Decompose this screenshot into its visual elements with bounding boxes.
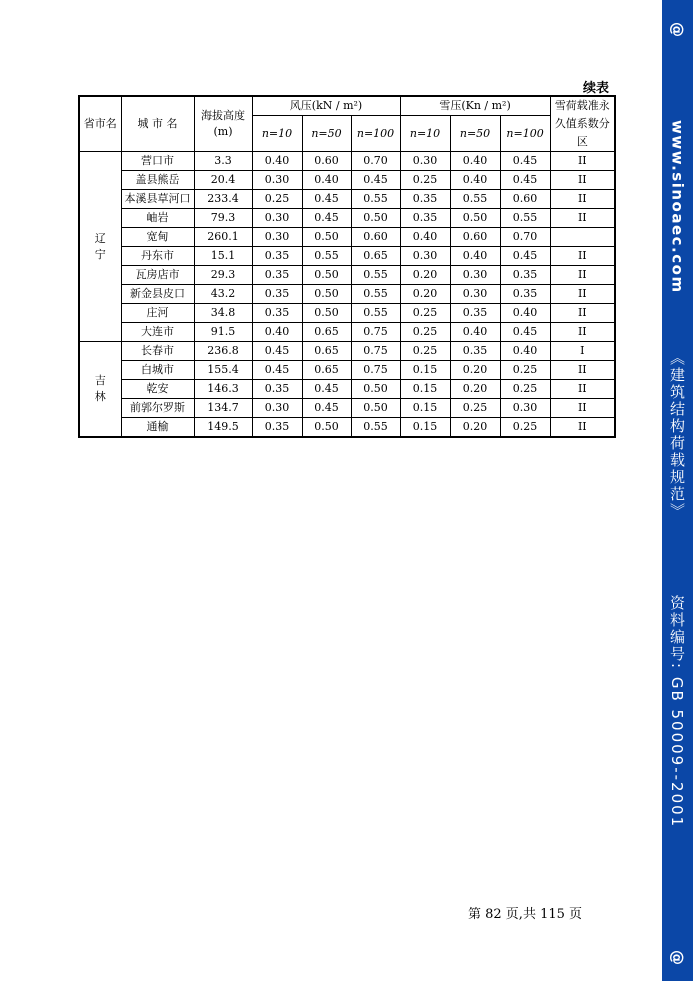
- zone-cell: II: [550, 361, 615, 380]
- pressure-cell: 0.30: [450, 285, 500, 304]
- table-row: [79, 399, 615, 418]
- header-wind-n100: n=100: [351, 116, 400, 152]
- pressure-cell: 0.50: [351, 380, 400, 399]
- pressure-cell: 0.25: [450, 399, 500, 418]
- zone-cell: II: [550, 190, 615, 209]
- pressure-cell: 0.40: [500, 342, 550, 361]
- zone-cell: II: [550, 380, 615, 399]
- pressure-cell: 0.35: [252, 285, 302, 304]
- header-altitude: [194, 96, 252, 152]
- city-name: 营口市: [121, 152, 194, 171]
- city-name: 通榆: [121, 418, 194, 438]
- pressure-cell: 0.20: [450, 418, 500, 438]
- altitude-cell: 91.5: [194, 323, 252, 342]
- altitude-cell: 43.2: [194, 285, 252, 304]
- continued-table-label: 续表: [583, 81, 610, 96]
- zone-cell: II: [550, 304, 615, 323]
- table-row: [79, 342, 615, 361]
- pressure-cell: 0.30: [252, 399, 302, 418]
- pressure-cell: 0.45: [302, 399, 351, 418]
- pressure-cell: 0.25: [400, 323, 450, 342]
- zone-cell: II: [550, 323, 615, 342]
- city-name: 庄河: [121, 304, 194, 323]
- pressure-cell: 0.15: [400, 361, 450, 380]
- pressure-cell: 0.30: [400, 152, 450, 171]
- pressure-cell: 0.25: [500, 361, 550, 380]
- header-wind: 风压(kN / m²): [252, 96, 400, 116]
- city-name: 瓦房店市: [121, 266, 194, 285]
- pressure-cell: 0.35: [252, 418, 302, 438]
- altitude-cell: 134.7: [194, 399, 252, 418]
- city-name: 岫岩: [121, 209, 194, 228]
- city-name: 白城市: [121, 361, 194, 380]
- pressure-cell: 0.45: [500, 171, 550, 190]
- city-name: 长春市: [121, 342, 194, 361]
- document-code: 资料编号: GB 50009--2001: [668, 595, 686, 829]
- pressure-cell: 0.45: [302, 380, 351, 399]
- pressure-cell: 0.25: [400, 342, 450, 361]
- pressure-cell: 0.35: [500, 285, 550, 304]
- pressure-cell: 0.45: [500, 152, 550, 171]
- pressure-cell: 0.45: [500, 323, 550, 342]
- pressure-cell: 0.40: [400, 228, 450, 247]
- altitude-cell: 149.5: [194, 418, 252, 438]
- altitude-cell: 3.3: [194, 152, 252, 171]
- altitude-cell: 29.3: [194, 266, 252, 285]
- altitude-cell: 146.3: [194, 380, 252, 399]
- pressure-cell: 0.50: [302, 304, 351, 323]
- pressure-cell: 0.30: [500, 399, 550, 418]
- pressure-cell: 0.70: [351, 152, 400, 171]
- zone-cell: II: [550, 418, 615, 438]
- pressure-cell: 0.15: [400, 418, 450, 438]
- pressure-cell: 0.50: [302, 418, 351, 438]
- header-city: 城 市 名: [121, 96, 194, 152]
- pressure-cell: 0.20: [400, 266, 450, 285]
- at-symbol-bottom: @: [668, 950, 687, 965]
- pressure-cell: 0.20: [450, 380, 500, 399]
- pressure-cell: 0.25: [500, 418, 550, 438]
- pressure-cell: 0.50: [351, 399, 400, 418]
- pressure-cell: 0.40: [450, 323, 500, 342]
- pressure-cell: 0.45: [500, 247, 550, 266]
- header-altitude-line2: (m): [213, 125, 233, 138]
- site-url: www.sinoaec.com: [668, 120, 687, 294]
- pressure-cell: 0.40: [302, 171, 351, 190]
- pressure-cell: 0.75: [351, 361, 400, 380]
- pressure-cell: 0.35: [252, 266, 302, 285]
- zone-cell: II: [550, 266, 615, 285]
- document-title: 《建筑结构荷载规范》: [668, 350, 686, 520]
- zone-cell: II: [550, 171, 615, 190]
- altitude-cell: 20.4: [194, 171, 252, 190]
- pressure-cell: 0.65: [302, 323, 351, 342]
- pressure-cell: 0.55: [302, 247, 351, 266]
- pressure-cell: 0.25: [500, 380, 550, 399]
- zone-cell: II: [550, 209, 615, 228]
- pressure-cell: 0.45: [252, 361, 302, 380]
- pressure-cell: 0.35: [450, 304, 500, 323]
- city-name: 本溪县草河口: [121, 190, 194, 209]
- header-snow-n100: n=100: [500, 116, 550, 152]
- table-row: [79, 209, 615, 228]
- table-row: [79, 152, 615, 171]
- pressure-cell: 0.55: [351, 418, 400, 438]
- table-row: [79, 171, 615, 190]
- pressure-cell: 0.35: [500, 266, 550, 285]
- pressure-cell: 0.35: [252, 380, 302, 399]
- altitude-cell: 260.1: [194, 228, 252, 247]
- altitude-cell: 79.3: [194, 209, 252, 228]
- city-name: 新金县皮口: [121, 285, 194, 304]
- pressure-cell: 0.55: [500, 209, 550, 228]
- pressure-cell: 0.65: [351, 247, 400, 266]
- table-body: [79, 152, 615, 438]
- pressure-cell: 0.65: [302, 342, 351, 361]
- pressure-cell: 0.30: [252, 171, 302, 190]
- zone-cell: II: [550, 247, 615, 266]
- pressure-cell: 0.35: [400, 190, 450, 209]
- pressure-cell: 0.55: [351, 266, 400, 285]
- pressure-cell: 0.30: [252, 228, 302, 247]
- city-name: 大连市: [121, 323, 194, 342]
- pressure-cell: 0.40: [450, 152, 500, 171]
- pressure-cell: 0.75: [351, 323, 400, 342]
- pressure-cell: 0.50: [450, 209, 500, 228]
- pressure-cell: 0.45: [351, 171, 400, 190]
- pressure-cell: 0.60: [500, 190, 550, 209]
- table-row: [79, 361, 615, 380]
- pressure-cell: 0.60: [450, 228, 500, 247]
- pressure-cell: 0.15: [400, 399, 450, 418]
- pressure-cell: 0.20: [450, 361, 500, 380]
- sidebar-banner: [662, 0, 693, 981]
- table-row: [79, 380, 615, 399]
- pressure-cell: 0.75: [351, 342, 400, 361]
- table-row: [79, 418, 615, 438]
- pressure-cell: 0.40: [252, 152, 302, 171]
- pressure-cell: 0.25: [252, 190, 302, 209]
- city-name: 丹东市: [121, 247, 194, 266]
- pressure-cell: 0.35: [450, 342, 500, 361]
- table-row: [79, 266, 615, 285]
- table-row: [79, 247, 615, 266]
- zone-cell: I: [550, 342, 615, 361]
- city-name: 前郭尔罗斯: [121, 399, 194, 418]
- pressure-cell: 0.55: [351, 304, 400, 323]
- zone-cell: II: [550, 399, 615, 418]
- header-zone: 雪荷载准永久值系数分区: [550, 96, 615, 152]
- pressure-cell: 0.45: [252, 342, 302, 361]
- pressure-cell: 0.55: [351, 285, 400, 304]
- pressure-cell: 0.20: [400, 285, 450, 304]
- header-snow-n50: n=50: [450, 116, 500, 152]
- header-wind-n10: n=10: [252, 116, 302, 152]
- altitude-cell: 15.1: [194, 247, 252, 266]
- altitude-cell: 34.8: [194, 304, 252, 323]
- pressure-cell: 0.15: [400, 380, 450, 399]
- altitude-cell: 233.4: [194, 190, 252, 209]
- pressure-cell: 0.40: [500, 304, 550, 323]
- zone-cell: [550, 228, 615, 247]
- pressure-cell: 0.40: [450, 171, 500, 190]
- page-number: 第 82 页,共 115 页: [468, 907, 583, 922]
- pressure-cell: 0.60: [302, 152, 351, 171]
- pressure-cell: 0.40: [450, 247, 500, 266]
- pressure-cell: 0.30: [252, 209, 302, 228]
- pressure-cell: 0.60: [351, 228, 400, 247]
- header-altitude-line1: 海拔高度: [201, 109, 245, 122]
- pressure-cell: 0.40: [252, 323, 302, 342]
- altitude-cell: 236.8: [194, 342, 252, 361]
- city-name: 乾安: [121, 380, 194, 399]
- table-row: [79, 228, 615, 247]
- pressure-cell: 0.25: [400, 171, 450, 190]
- header-wind-n50: n=50: [302, 116, 351, 152]
- pressure-cell: 0.45: [302, 209, 351, 228]
- province-name: 吉 林: [79, 342, 121, 438]
- pressure-cell: 0.35: [252, 247, 302, 266]
- pressure-cell: 0.50: [302, 266, 351, 285]
- province-name: 辽 宁: [79, 152, 121, 342]
- city-name: 盖县熊岳: [121, 171, 194, 190]
- zone-cell: II: [550, 152, 615, 171]
- zone-cell: II: [550, 285, 615, 304]
- pressure-cell: 0.30: [450, 266, 500, 285]
- header-snow: 雪压(Kn / m²): [400, 96, 550, 116]
- pressure-cell: 0.25: [400, 304, 450, 323]
- city-name: 宽甸: [121, 228, 194, 247]
- pressure-cell: 0.50: [351, 209, 400, 228]
- pressure-cell: 0.35: [400, 209, 450, 228]
- pressure-cell: 0.70: [500, 228, 550, 247]
- pressure-cell: 0.65: [302, 361, 351, 380]
- header-snow-n10: n=10: [400, 116, 450, 152]
- pressure-cell: 0.35: [252, 304, 302, 323]
- pressure-cell: 0.50: [302, 285, 351, 304]
- pressure-cell: 0.50: [302, 228, 351, 247]
- header-province: 省市名: [79, 96, 121, 152]
- pressure-cell: 0.55: [450, 190, 500, 209]
- wind-snow-pressure-table: [78, 95, 616, 438]
- at-symbol-top: @: [668, 22, 687, 37]
- table-row: [79, 285, 615, 304]
- pressure-cell: 0.55: [351, 190, 400, 209]
- table-row: [79, 304, 615, 323]
- altitude-cell: 155.4: [194, 361, 252, 380]
- table-row: [79, 190, 615, 209]
- pressure-cell: 0.45: [302, 190, 351, 209]
- table-row: [79, 323, 615, 342]
- pressure-cell: 0.30: [400, 247, 450, 266]
